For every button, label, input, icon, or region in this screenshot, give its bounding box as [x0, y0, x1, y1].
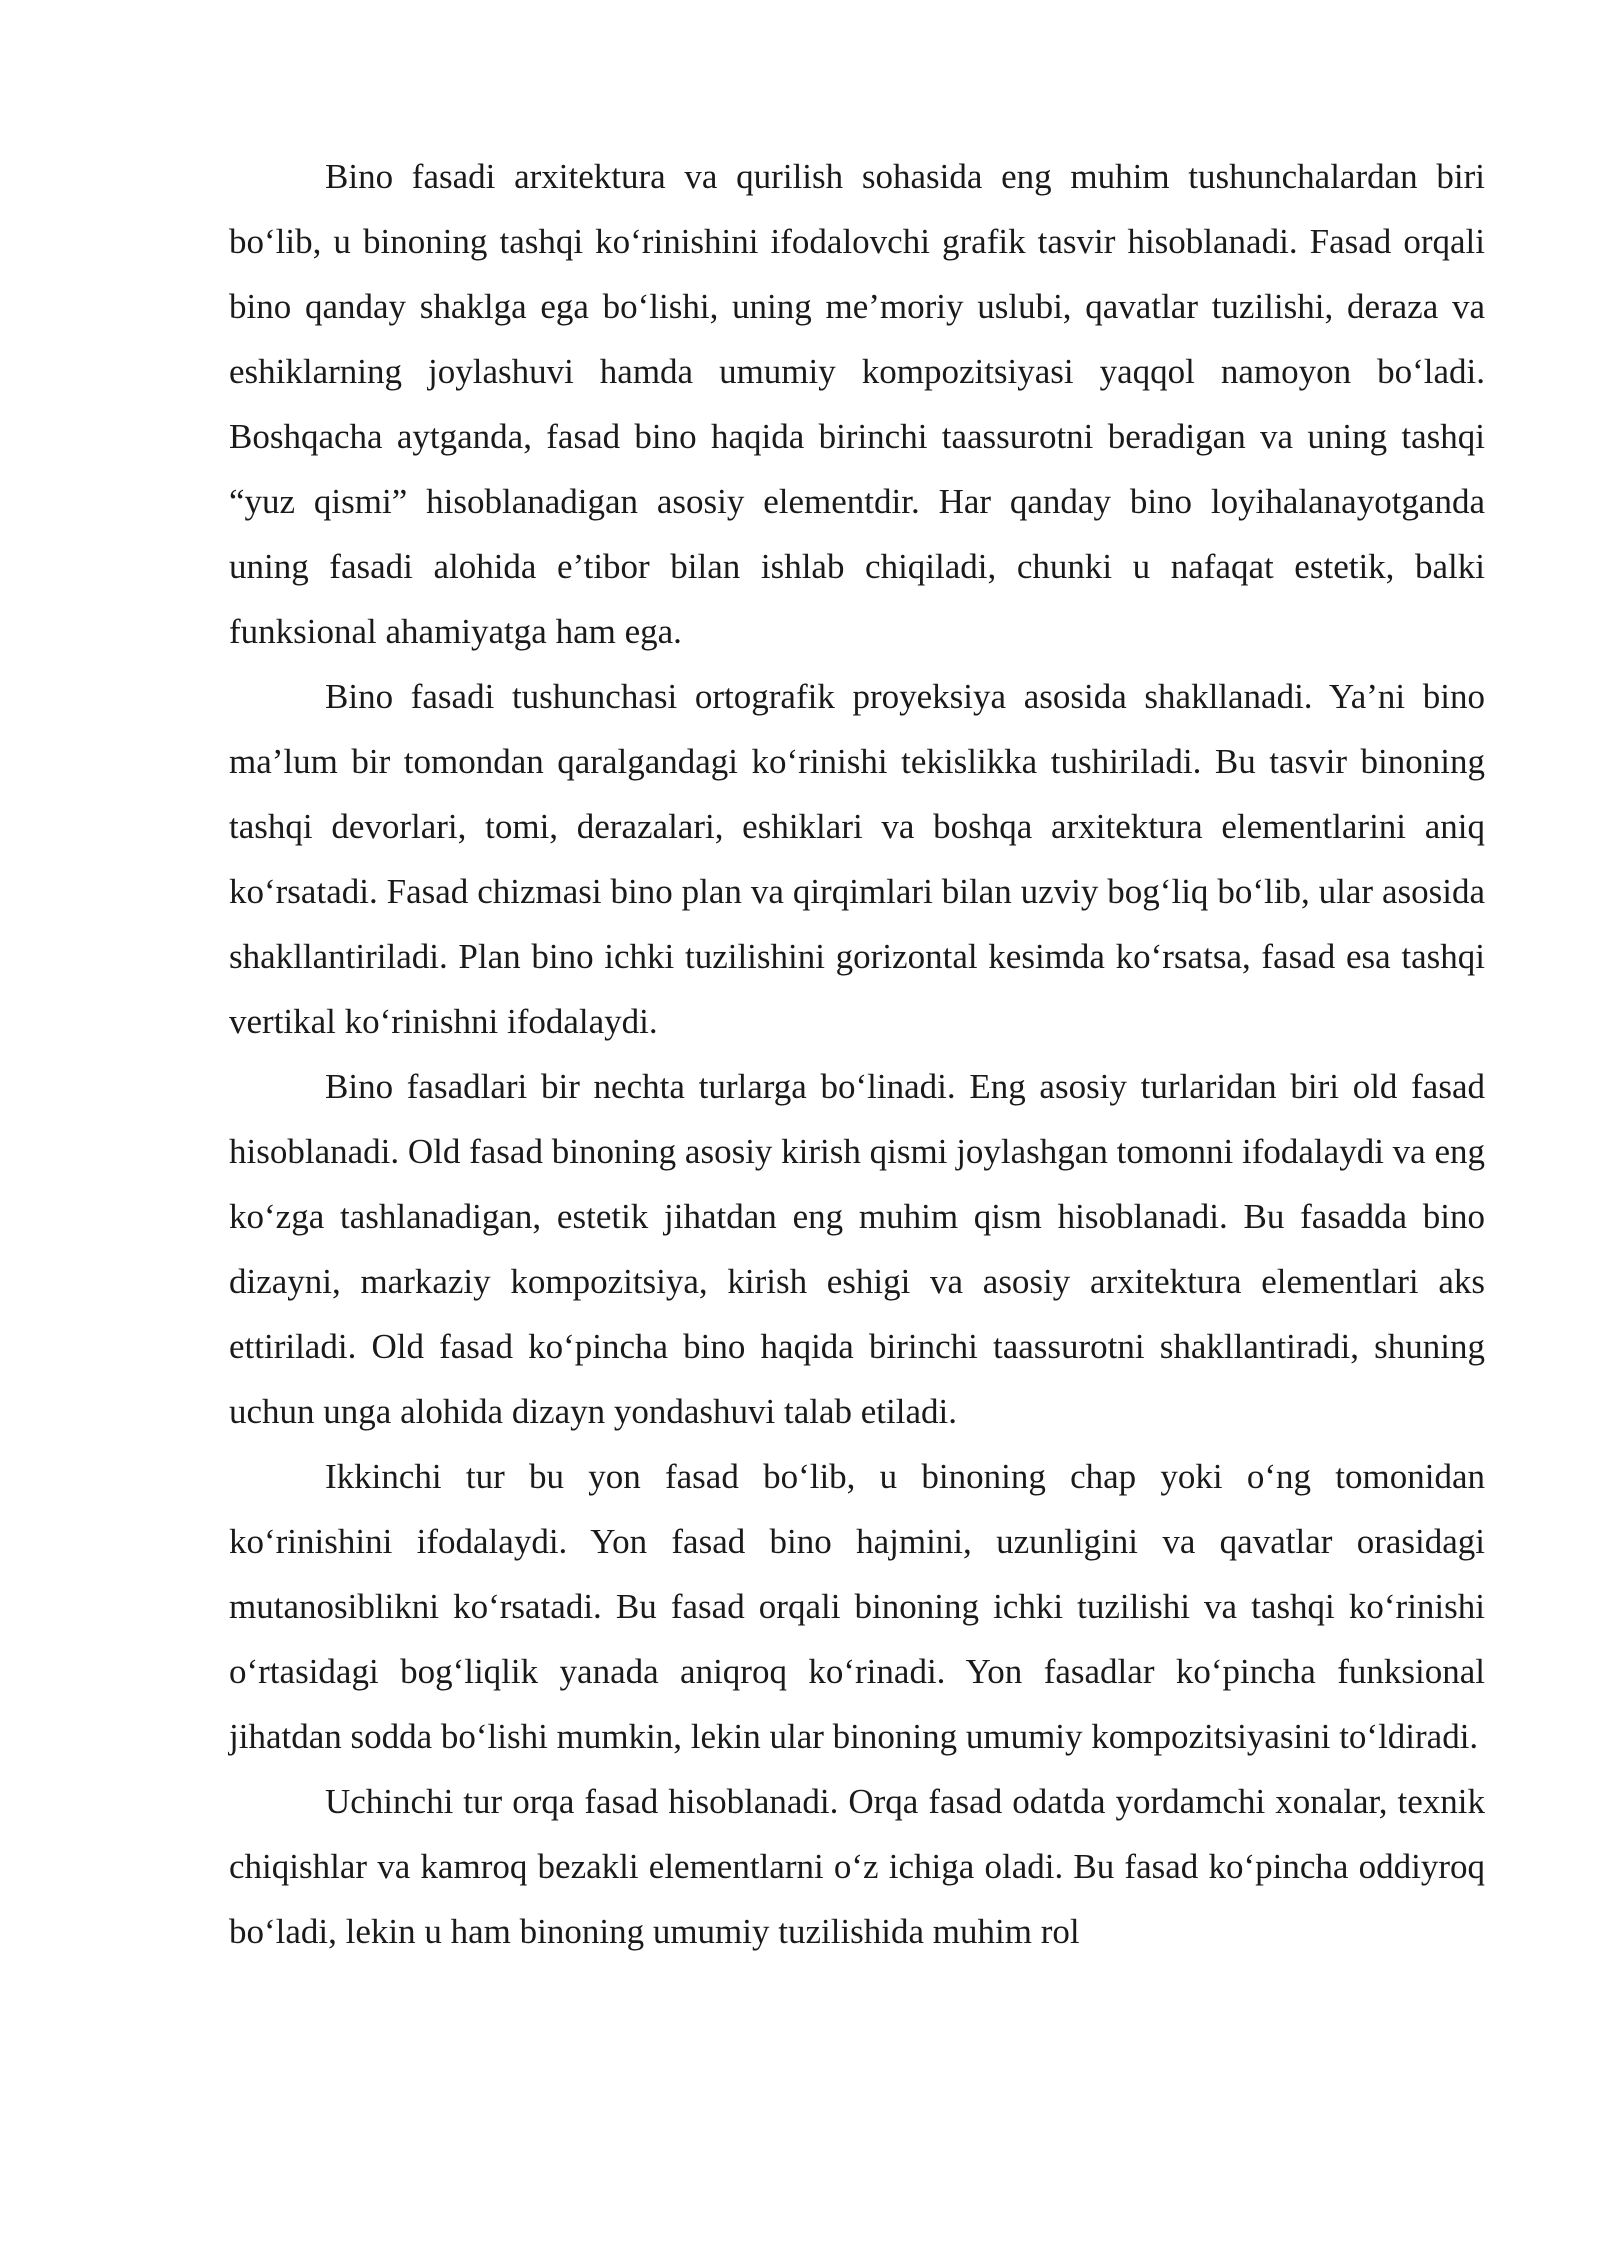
- paragraph-definition: Bino fasadi arxitektura va qurilish sohasida eng muhim tushunchalardan biri bo‘lib, u binoning tashqi ko‘rinishini ifodalovchi grafik tasvir hisoblanadi. Fasad orqali bino qanday shaklga ega bo‘lishi, uning me’moriy uslubi, qavatlar tuzilishi, deraza va eshiklarning joylashuvi hamda umumiy kompozitsiyasi yaqqol namoyon bo‘ladi. Boshqacha aytganda, fasad bino haqida birinchi taassurotni beradigan va uning tashqi “yuz qismi” hisoblanadigan asosiy elementdir. Har qanday bino loyihalanayotganda uning fasadi alohida e’tibor bilan ishlab chiqiladi, chunki u nafaqat estetik, balki funksional ahamiyatga ham ega.: [229, 157, 1485, 651]
- paragraph-projection: Bino fasadi tushunchasi ortografik proyeksiya asosida shakllanadi. Ya’ni bino ma’lum bir tomondan qaralgandagi ko‘rinishi tekislikka tushiriladi. Bu tasvir binoning tashqi devorlari, tomi, derazalari, eshiklari va boshqa arxitektura elementlarini aniq ko‘rsatadi. Fasad chizmasi bino plan va qirqimlari bilan uzviy bog‘liq bo‘lib, ular asosida shakllantiriladi. Plan bino ichki tuzilishini gorizontal kesimda ko‘rsatsa, fasad esa tashqi vertikal ko‘rinishni ifodalaydi.: [229, 677, 1485, 1041]
- paragraph-side-facade: Ikkinchi tur bu yon fasad bo‘lib, u binoning chap yoki o‘ng tomonidan ko‘rinishini ifodalaydi. Yon fasad bino hajmini, uzunligini va qavatlar orasidagi mutanosiblikni ko‘rsatadi. Bu fasad orqali binoning ichki tuzilishi va tashqi ko‘rinishi o‘rtasidagi bog‘liqlik yanada aniqroq ko‘rinadi. Yon fasadlar ko‘pincha funksional jihatdan sodda bo‘lishi mumkin, lekin ular binoning umumiy kompozitsiyasini to‘ldiradi.: [229, 1457, 1485, 1756]
- paragraph-front-facade: Bino fasadlari bir nechta turlarga bo‘linadi. Eng asosiy turlaridan biri old fasad hisoblanadi. Old fasad binoning asosiy kirish qismi joylashgan tomonni ifodalaydi va eng ko‘zga tashlanadigan, estetik jihatdan eng muhim qism hisoblanadi. Bu fasadda bino dizayni, markaziy kompozitsiya, kirish eshigi va asosiy arxitektura elementlari aks ettiriladi. Old fasad ko‘pincha bino haqida birinchi taassurotni shakllantiradi, shuning uchun unga alohida dizayn yondashuvi talab etiladi.: [229, 1067, 1485, 1431]
- document-page: [229, 144, 1485, 1964]
- paragraph-rear-facade: Uchinchi tur orqa fasad hisoblanadi. Orqa fasad odatda yordamchi xonalar, texnik chiqishlar va kamroq bezakli elementlarni o‘z ichiga oladi. Bu fasad ko‘pincha oddiyroq bo‘ladi, lekin u ham binoning umumiy tuzilishida muhim rol: [229, 1782, 1485, 1951]
